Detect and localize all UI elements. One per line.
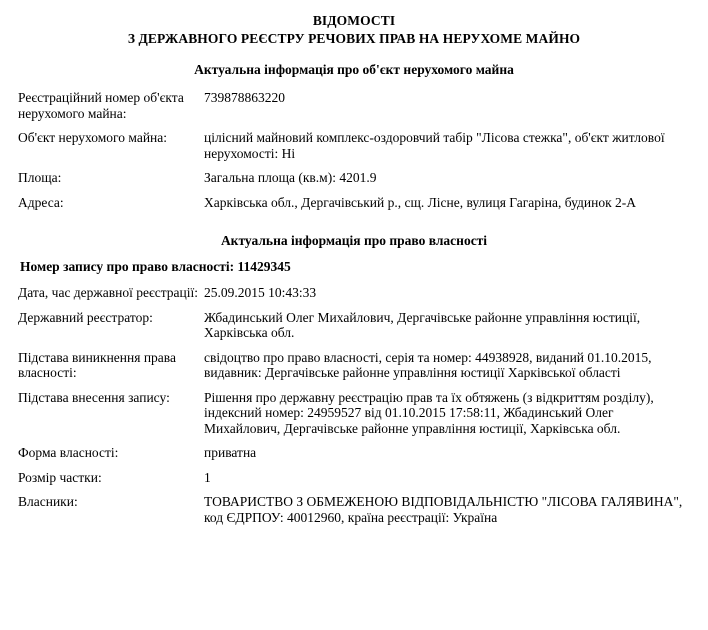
- field-label: Об'єкт нерухомого майна:: [18, 130, 168, 145]
- property-info-table: [18, 90, 690, 219]
- document-title-line1: ВІДОМОСТІ: [312, 13, 396, 28]
- field-value: ТОВАРИСТВО З ОБМЕЖЕНОЮ ВІДПОВІДАЛЬНІСТЮ "ЛІСОВА ГАЛЯВИНА", код ЄДРПОУ: 40012960, країна реєстрації: Україна: [204, 494, 683, 525]
- field-label: Державний реєстратор:: [18, 309, 153, 325]
- field-value: цілісний майновий комплекс-оздоровчий табір "Лісова стежка", об'єкт житлової нерухомості: Ні: [204, 130, 665, 161]
- field-value: Рішення про державну реєстрацію прав та їх обтяжень (з відкриттям розділу), індексний номер: 24959527 від 01.10.2015 17:58:11, Жбадинський Олег Михайлович, Дергачівське районне управління юстиції, Харківська обл.: [204, 389, 654, 436]
- table-row: [18, 494, 690, 534]
- ownership-info-body: [18, 285, 690, 534]
- field-label: Адреса:: [18, 194, 64, 210]
- field-label: Форма власності:: [18, 445, 119, 460]
- property-info-body: [18, 90, 690, 219]
- field-value: свідоцтво про право власності, серія та номер: 44938928, виданий 01.10.2015, видавник: Дергачівське районне управління юстиції Харківської області: [204, 349, 652, 380]
- field-value: 25.09.2015 10:43:33: [204, 285, 317, 300]
- table-row: [18, 195, 690, 220]
- table-row: [18, 310, 690, 350]
- field-value: 1: [204, 469, 211, 485]
- field-value: Жбадинський Олег Михайлович, Дергачівське районне управління юстиції, Харківська обл.: [204, 309, 641, 340]
- section-heading-property: Актуальна інформація про об'єкт нерухомого майна: [194, 62, 514, 77]
- document-title: [18, 12, 690, 48]
- field-label: Дата, час державної реєстрації:: [18, 285, 199, 300]
- field-label: Реєстраційний номер об'єкта нерухомого майна:: [18, 90, 184, 121]
- table-row: [18, 445, 690, 470]
- field-value: Харківська обл., Дергачівський р., сщ. Лісне, вулиця Гагаріна, будинок 2-А: [204, 194, 637, 210]
- table-row: [18, 470, 690, 495]
- table-row: [18, 350, 690, 390]
- ownership-info-table: [18, 285, 690, 534]
- field-label: Розмір частки:: [18, 469, 102, 485]
- ownership-record-number: Номер запису про право власності: 11429345: [20, 259, 291, 274]
- field-label: Власники:: [18, 494, 78, 509]
- table-row: [18, 170, 690, 195]
- table-row: [18, 390, 690, 446]
- document-title-line2: З ДЕРЖАВНОГО РЕЄСТРУ РЕЧОВИХ ПРАВ НА НЕРУХОМЕ МАЙНО: [127, 31, 581, 46]
- table-row: [18, 285, 690, 310]
- section-heading-ownership: Актуальна інформація про право власності: [220, 233, 488, 248]
- field-value: приватна: [204, 445, 257, 460]
- field-value: 739878863220: [204, 90, 285, 105]
- field-label: Площа:: [18, 170, 62, 185]
- field-label: Підстава внесення запису:: [18, 389, 170, 405]
- table-row: [18, 130, 690, 170]
- field-value: Загальна площа (кв.м): 4201.9: [204, 170, 377, 185]
- field-label: Підстава виникнення права власності:: [18, 349, 176, 380]
- table-row: [18, 90, 690, 130]
